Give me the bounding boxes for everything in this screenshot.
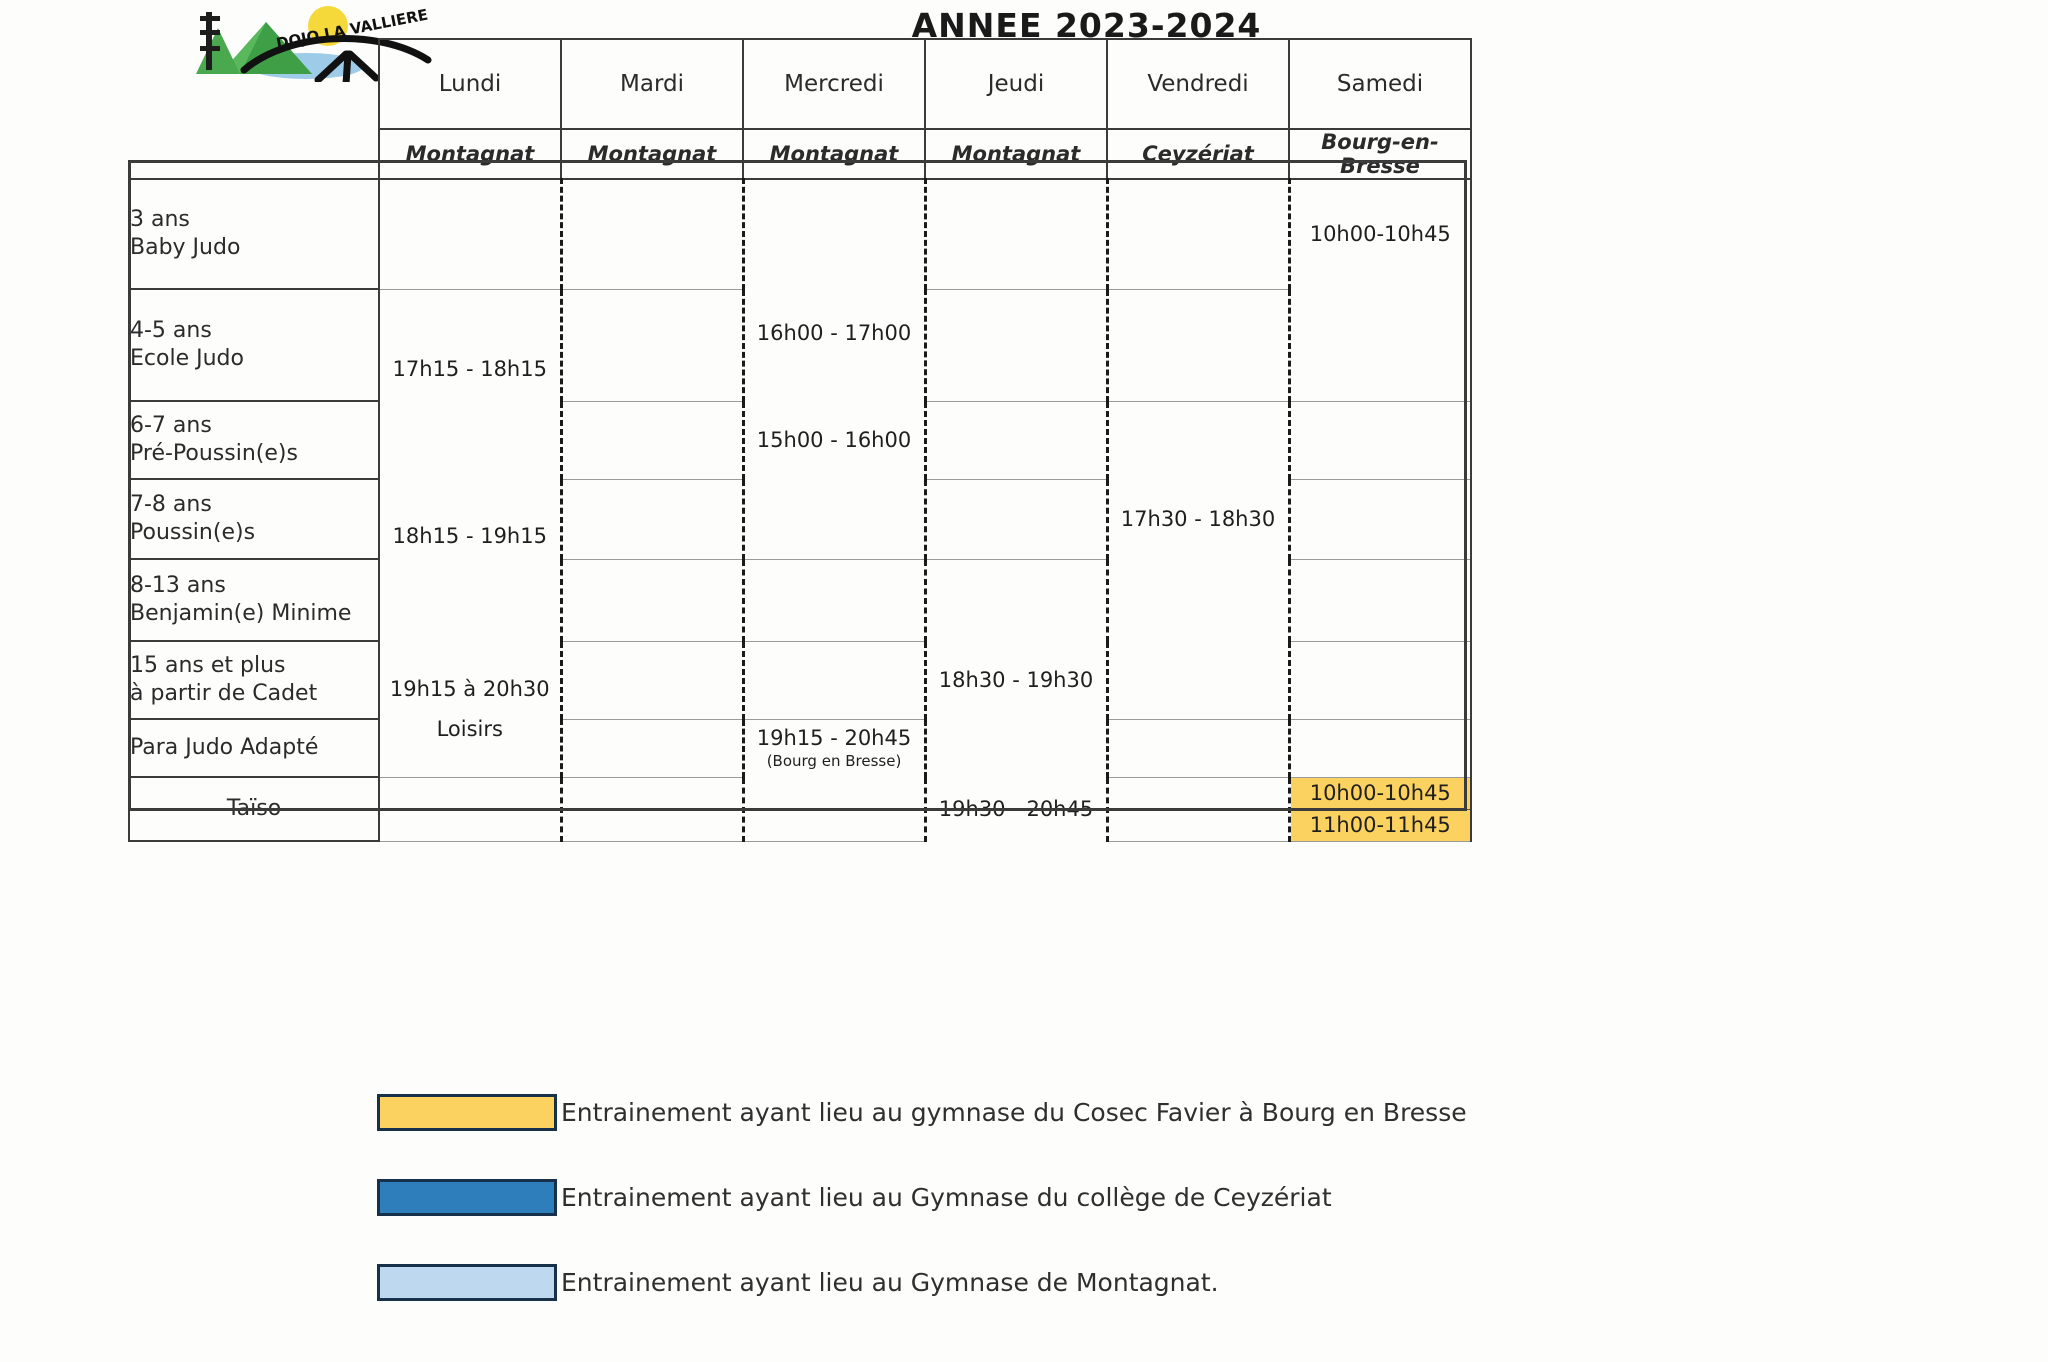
row-label-line1: 7-8 ans — [130, 491, 212, 517]
cell-lundi-pre-poussin — [379, 401, 561, 479]
legend-label: Entrainement ayant lieu au Gymnase de Montagnat. — [561, 1267, 1219, 1297]
cell-vendredi-benjamin — [1107, 559, 1289, 641]
session-lundi-ecole — [379, 289, 561, 401]
day-header-jeudi: Jeudi — [925, 39, 1107, 129]
session-jeudi-benjamin: 18h30 - 19h30 — [925, 641, 1107, 719]
session-time: 17h15 - 18h15 — [392, 357, 547, 381]
row-label-para-judo — [129, 719, 379, 777]
legend-swatch-light-blue — [377, 1264, 557, 1301]
session-time: 19h15 - 20h45 — [756, 726, 912, 750]
cell-samedi-poussin — [1289, 479, 1471, 559]
cell-jeudi-baby — [925, 179, 1107, 289]
cell-jeudi-ecole — [925, 289, 1107, 401]
row-label-line1: 15 ans et plus — [130, 652, 286, 678]
cell-lundi-benjamin — [379, 559, 561, 641]
session-vendredi-poussin: 17h30 - 18h30 — [1107, 479, 1289, 559]
row-label-line2: Poussin(e)s — [130, 520, 256, 545]
cell-jeudi-benjamin-top — [925, 559, 1107, 641]
session-lundi-cadet — [379, 641, 561, 777]
legend-label: Entrainement ayant lieu au Gymnase du collège de Ceyzériat — [561, 1182, 1332, 1212]
day-header-row — [129, 39, 1471, 129]
cell-lundi-taiso — [379, 777, 561, 841]
table-row-baby-judo — [129, 179, 1471, 289]
row-label-line1: 8-13 ans — [130, 572, 226, 598]
cell-mardi-taiso — [561, 777, 743, 841]
cell-mardi-cadet — [561, 641, 743, 719]
legend-item-montagnat — [377, 1260, 1467, 1304]
cell-samedi-taiso — [1289, 777, 1471, 841]
session-time: 18h15 - 19h15 — [392, 524, 547, 548]
cell-jeudi-poussin — [925, 479, 1107, 559]
row-label-ecole-judo — [129, 289, 379, 401]
cell-samedi-pre-poussin — [1289, 401, 1471, 479]
session-mercredi-baby — [743, 179, 925, 401]
table-corner-2 — [129, 129, 379, 179]
row-label-line1: 4-5 ans — [130, 317, 212, 343]
cell-vendredi-pre-poussin — [1107, 401, 1289, 479]
cell-samedi-benjamin — [1289, 559, 1471, 641]
table-row-cadet — [129, 641, 1471, 719]
schedule-table-wrap — [128, 38, 1472, 842]
legend-item-cosec-favier — [377, 1090, 1467, 1134]
logo-text: DOJO LA VALLIERE — [274, 5, 430, 53]
day-header-mercredi: Mercredi — [743, 39, 925, 129]
location-mercredi: Montagnat — [743, 129, 925, 179]
cell-mercredi-taiso — [743, 777, 925, 841]
row-label-line2: à partir de Cadet — [130, 681, 318, 706]
location-header-row — [129, 129, 1471, 179]
row-label-line1: 3 ans — [130, 206, 190, 232]
cell-samedi-cadet — [1289, 641, 1471, 719]
day-header-samedi: Samedi — [1289, 39, 1471, 129]
row-label-line2: Pré-Poussin(e)s — [130, 441, 298, 466]
cell-vendredi-cadet — [1107, 641, 1289, 719]
location-samedi: Bourg-en-Bresse — [1289, 129, 1471, 179]
day-header-vendredi: Vendredi — [1107, 39, 1289, 129]
location-lundi: Montagnat — [379, 129, 561, 179]
session-jeudi-taiso: 19h30 - 20h45 — [925, 777, 1107, 841]
cell-jeudi-pre-poussin — [925, 401, 1107, 479]
cell-mercredi-cadet — [743, 641, 925, 719]
cell-mercredi-benjamin — [743, 559, 925, 641]
table-corner — [129, 39, 379, 129]
table-row-benjamin — [129, 559, 1471, 641]
row-label-line2: Baby Judo — [130, 235, 241, 260]
legend — [377, 1090, 1467, 1345]
session-time: 19h15 à 20h30 — [389, 677, 550, 701]
cell-jeudi-para — [925, 719, 1107, 777]
schedule-table — [128, 38, 1472, 842]
cell-samedi-para — [1289, 719, 1471, 777]
row-label-taiso — [129, 777, 379, 841]
cell-vendredi-taiso — [1107, 777, 1289, 841]
cell-mardi-poussin — [561, 479, 743, 559]
session-samedi-taiso-2: 11h00-11h45 — [1291, 810, 1471, 841]
session-note: Loisirs — [436, 717, 503, 741]
row-label-line1: 6-7 ans — [130, 412, 212, 438]
row-label-baby-judo — [129, 179, 379, 289]
location-vendredi: Ceyzériat — [1107, 129, 1289, 179]
cell-mercredi-poussin — [743, 479, 925, 559]
page-title: ANNEE 2023-2024 — [911, 6, 1262, 45]
row-label-cadet — [129, 641, 379, 719]
legend-label: Entrainement ayant lieu au gymnase du Cosec Favier à Bourg en Bresse — [561, 1097, 1467, 1127]
table-row-pre-poussin — [129, 401, 1471, 479]
day-header-mardi: Mardi — [561, 39, 743, 129]
legend-swatch-dark-blue — [377, 1179, 557, 1216]
row-label-poussin — [129, 479, 379, 559]
cell-samedi-ecole — [1289, 289, 1471, 401]
table-row-taiso — [129, 777, 1471, 841]
legend-swatch-yellow — [377, 1094, 557, 1131]
row-label-benjamin — [129, 559, 379, 641]
cell-mardi-para — [561, 719, 743, 777]
cell-mardi-benjamin — [561, 559, 743, 641]
cell-mardi-baby — [561, 179, 743, 289]
cell-mardi-pre-poussin — [561, 401, 743, 479]
cell-vendredi-para — [1107, 719, 1289, 777]
session-time: 16h00 - 17h00 — [756, 321, 912, 346]
row-label-line1: Para Judo Adapté — [130, 734, 319, 760]
row-label-line2: Benjamin(e) Minime — [130, 601, 352, 626]
row-label-line2: Ecole Judo — [130, 346, 244, 371]
session-samedi-baby: 10h00-10h45 — [1289, 179, 1471, 289]
location-jeudi: Montagnat — [925, 129, 1107, 179]
table-row-para-judo — [129, 719, 1471, 777]
row-label-line1: Taïso — [226, 795, 282, 821]
session-lundi-poussin — [379, 479, 561, 559]
cell-mardi-ecole — [561, 289, 743, 401]
legend-item-ceyzeriat — [377, 1175, 1467, 1219]
session-mercredi-para — [743, 719, 925, 777]
cell-vendredi-baby — [1107, 179, 1289, 289]
row-label-pre-poussin — [129, 401, 379, 479]
cell-vendredi-ecole — [1107, 289, 1289, 401]
table-row-poussin — [129, 479, 1471, 559]
session-samedi-taiso-1: 10h00-10h45 — [1291, 778, 1471, 810]
location-mardi: Montagnat — [561, 129, 743, 179]
session-note: (Bourg en Bresse) — [766, 752, 902, 770]
day-header-lundi: Lundi — [379, 39, 561, 129]
session-mercredi-prepoussin: 15h00 - 16h00 — [743, 401, 925, 479]
cell-lundi-baby — [379, 179, 561, 289]
